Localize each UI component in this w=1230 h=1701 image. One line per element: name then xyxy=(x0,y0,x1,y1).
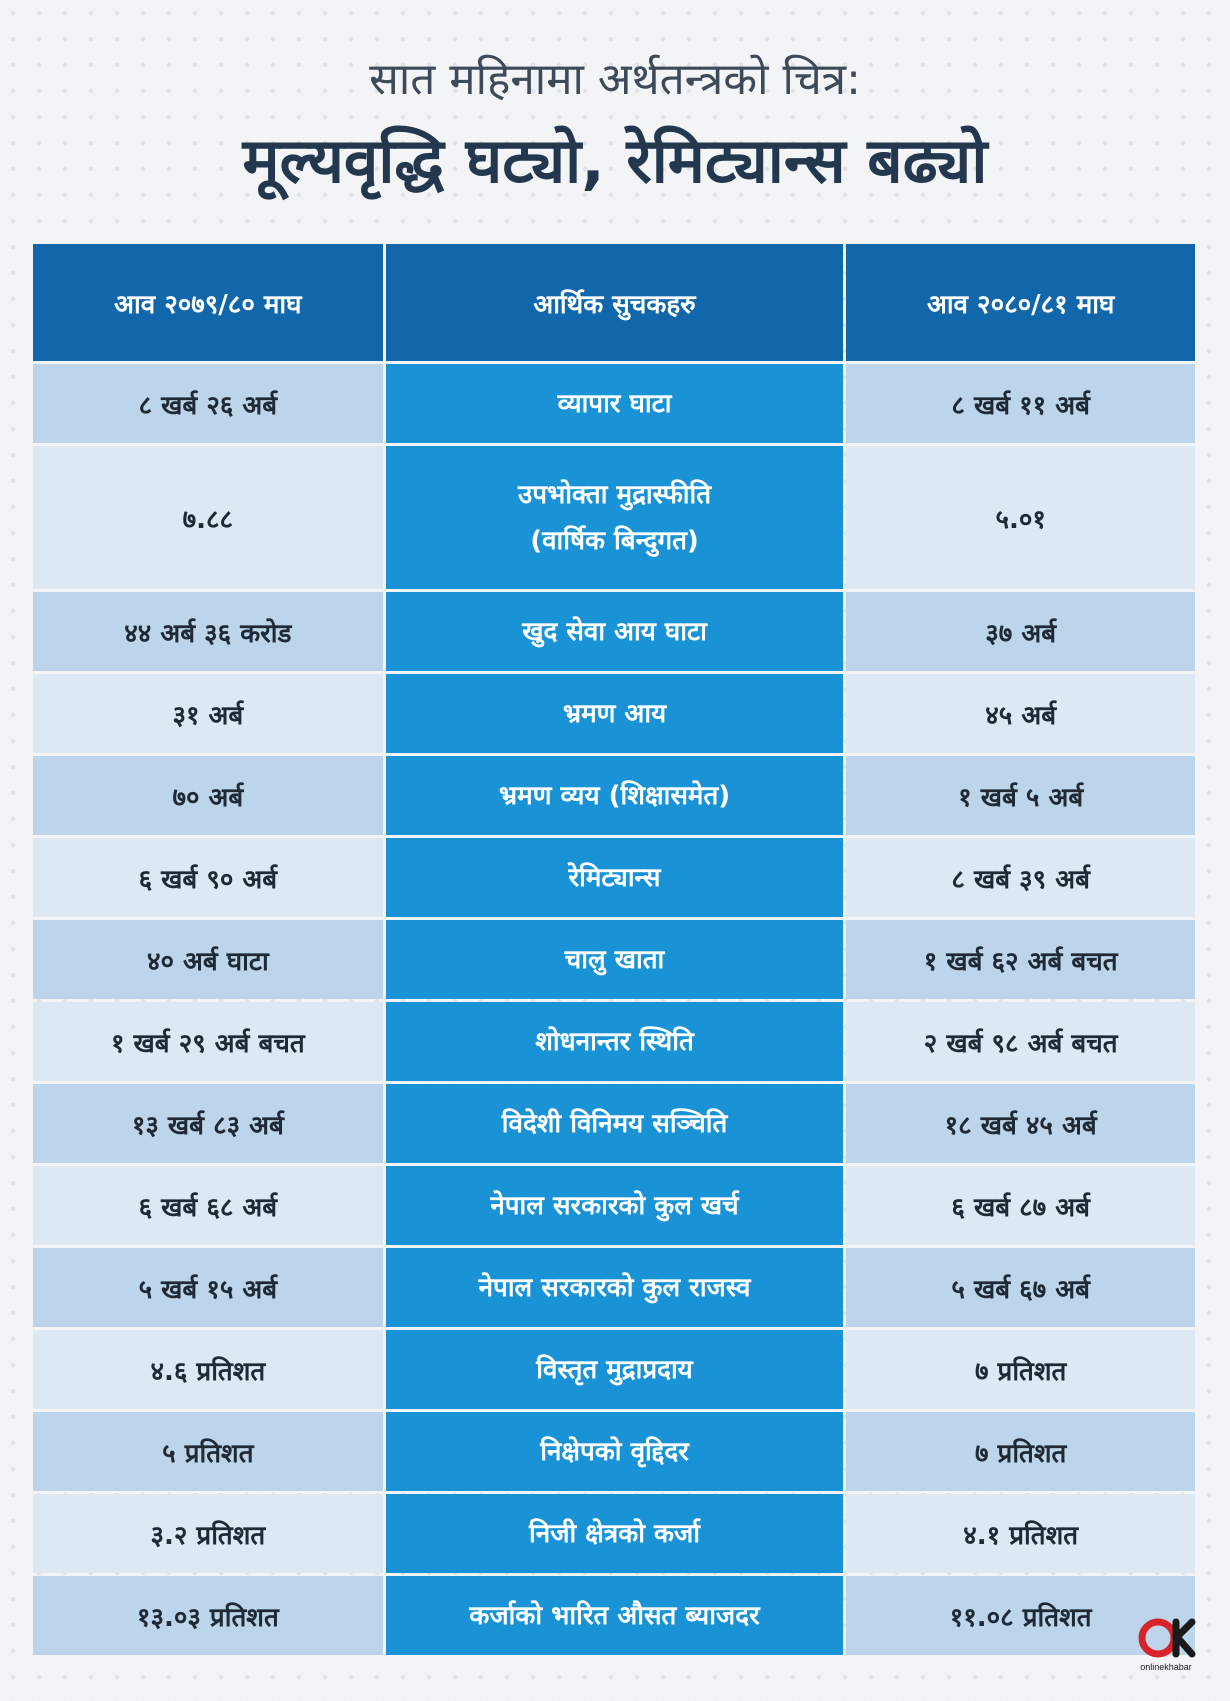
curr-year-value: ५ खर्ब ६७ अर्ब xyxy=(846,1248,1195,1327)
table-row xyxy=(33,1002,1195,1081)
indicator-name: चालु खाता xyxy=(386,920,844,999)
prev-year-value: ४० अर्ब घाटा xyxy=(33,920,383,999)
table-row xyxy=(33,674,1195,753)
curr-year-value: ४५ अर्ब xyxy=(846,674,1195,753)
table-row xyxy=(33,1494,1195,1573)
indicator-name: विस्तृत मुद्राप्रदाय xyxy=(386,1330,844,1409)
page-subtitle: सात महिनामा अर्थतन्त्रको चित्र: xyxy=(369,54,861,105)
table-row xyxy=(33,1412,1195,1491)
prev-year-value: ७.८८ xyxy=(33,446,383,589)
curr-year-value: ५.०१ xyxy=(846,446,1195,589)
indicator-name: खुद सेवा आय घाटा xyxy=(386,592,844,671)
page-title: मूल्यवृद्धि घट्यो, रेमिट्यान्स बढ्यो xyxy=(242,124,988,197)
indicator-name: भ्रमण व्यय (शिक्षासमेत) xyxy=(386,756,844,835)
indicator-name-main: उपभोक्ता मुद्रास्फीति xyxy=(517,479,712,510)
curr-year-value: ७ प्रतिशत xyxy=(846,1330,1195,1409)
prev-year-value: १३ खर्ब ८३ अर्ब xyxy=(33,1084,383,1163)
prev-year-value: ४४ अर्ब ३६ करोड xyxy=(33,592,383,671)
indicator-name: व्यापार घाटा xyxy=(386,364,844,443)
curr-year-value: १ खर्ब ६२ अर्ब बचत xyxy=(846,920,1195,999)
curr-year-value: ३७ अर्ब xyxy=(846,592,1195,671)
prev-year-value: ५ खर्ब १५ अर्ब xyxy=(33,1248,383,1327)
prev-year-value: ६ खर्ब ९० अर्ब xyxy=(33,838,383,917)
table-row xyxy=(33,1084,1195,1163)
prev-year-value: १३.०३ प्रतिशत xyxy=(33,1576,383,1655)
table-row xyxy=(33,446,1195,589)
indicator-name: रेमिट्यान्स xyxy=(386,838,844,917)
prev-year-value: ३१ अर्ब xyxy=(33,674,383,753)
indicator-name: निजी क्षेत्रको कर्जा xyxy=(386,1494,844,1573)
curr-year-value: ११.०८ प्रतिशत xyxy=(846,1576,1195,1655)
table-row xyxy=(33,1576,1195,1655)
curr-year-value: १८ खर्ब ४५ अर्ब xyxy=(846,1084,1195,1163)
prev-year-value: ५ प्रतिशत xyxy=(33,1412,383,1491)
indicator-name: नेपाल सरकारको कुल खर्च xyxy=(386,1166,844,1245)
indicator-name: शोधनान्तर स्थिति xyxy=(386,1002,844,1081)
indicator-name: निक्षेपको वृद्दिदर xyxy=(386,1412,844,1491)
curr-year-value: ६ खर्ब ८७ अर्ब xyxy=(846,1166,1195,1245)
curr-year-value: ४.१ प्रतिशत xyxy=(846,1494,1195,1573)
column-header-indicators: आर्थिक सुचकहरु xyxy=(386,244,844,361)
column-header-prev-year: आव २०७९/८० माघ xyxy=(33,244,383,361)
indicator-name-sub: (वार्षिक बिन्दुगत) xyxy=(530,525,699,556)
curr-year-value: ७ प्रतिशत xyxy=(846,1412,1195,1491)
prev-year-value: ७० अर्ब xyxy=(33,756,383,835)
prev-year-value: १ खर्ब २९ अर्ब बचत xyxy=(33,1002,383,1081)
table-row xyxy=(33,1248,1195,1327)
table-row xyxy=(33,838,1195,917)
indicator-name xyxy=(386,446,844,589)
prev-year-value: ६ खर्ब ६८ अर्ब xyxy=(33,1166,383,1245)
column-header-curr-year: आव २०८०/८१ माघ xyxy=(846,244,1195,361)
logo-text: onlinekhabar xyxy=(1140,1662,1192,1672)
indicator-name: विदेशी विनिमय सञ्चिति xyxy=(386,1084,844,1163)
indicators-table xyxy=(30,241,1198,1658)
prev-year-value: ८ खर्ब २६ अर्ब xyxy=(33,364,383,443)
table-row xyxy=(33,1166,1195,1245)
curr-year-value: ८ खर्ब ३९ अर्ब xyxy=(846,838,1195,917)
table-row xyxy=(33,364,1195,443)
onlinekhabar-logo xyxy=(1136,1614,1196,1674)
curr-year-value: ८ खर्ब ११ अर्ब xyxy=(846,364,1195,443)
table-row xyxy=(33,756,1195,835)
prev-year-value: ४.६ प्रतिशत xyxy=(33,1330,383,1409)
table-row xyxy=(33,592,1195,671)
table-row xyxy=(33,1330,1195,1409)
curr-year-value: १ खर्ब ५ अर्ब xyxy=(846,756,1195,835)
curr-year-value: २ खर्ब ९८ अर्ब बचत xyxy=(846,1002,1195,1081)
logo-icon xyxy=(1136,1614,1196,1674)
table-row xyxy=(33,920,1195,999)
prev-year-value: ३.२ प्रतिशत xyxy=(33,1494,383,1573)
indicator-name: भ्रमण आय xyxy=(386,674,844,753)
indicator-name: कर्जाको भारित औसत ब्याजदर xyxy=(386,1576,844,1655)
page-header xyxy=(0,50,1230,206)
table-header-row xyxy=(33,244,1195,361)
indicator-name: नेपाल सरकारको कुल राजस्व xyxy=(386,1248,844,1327)
